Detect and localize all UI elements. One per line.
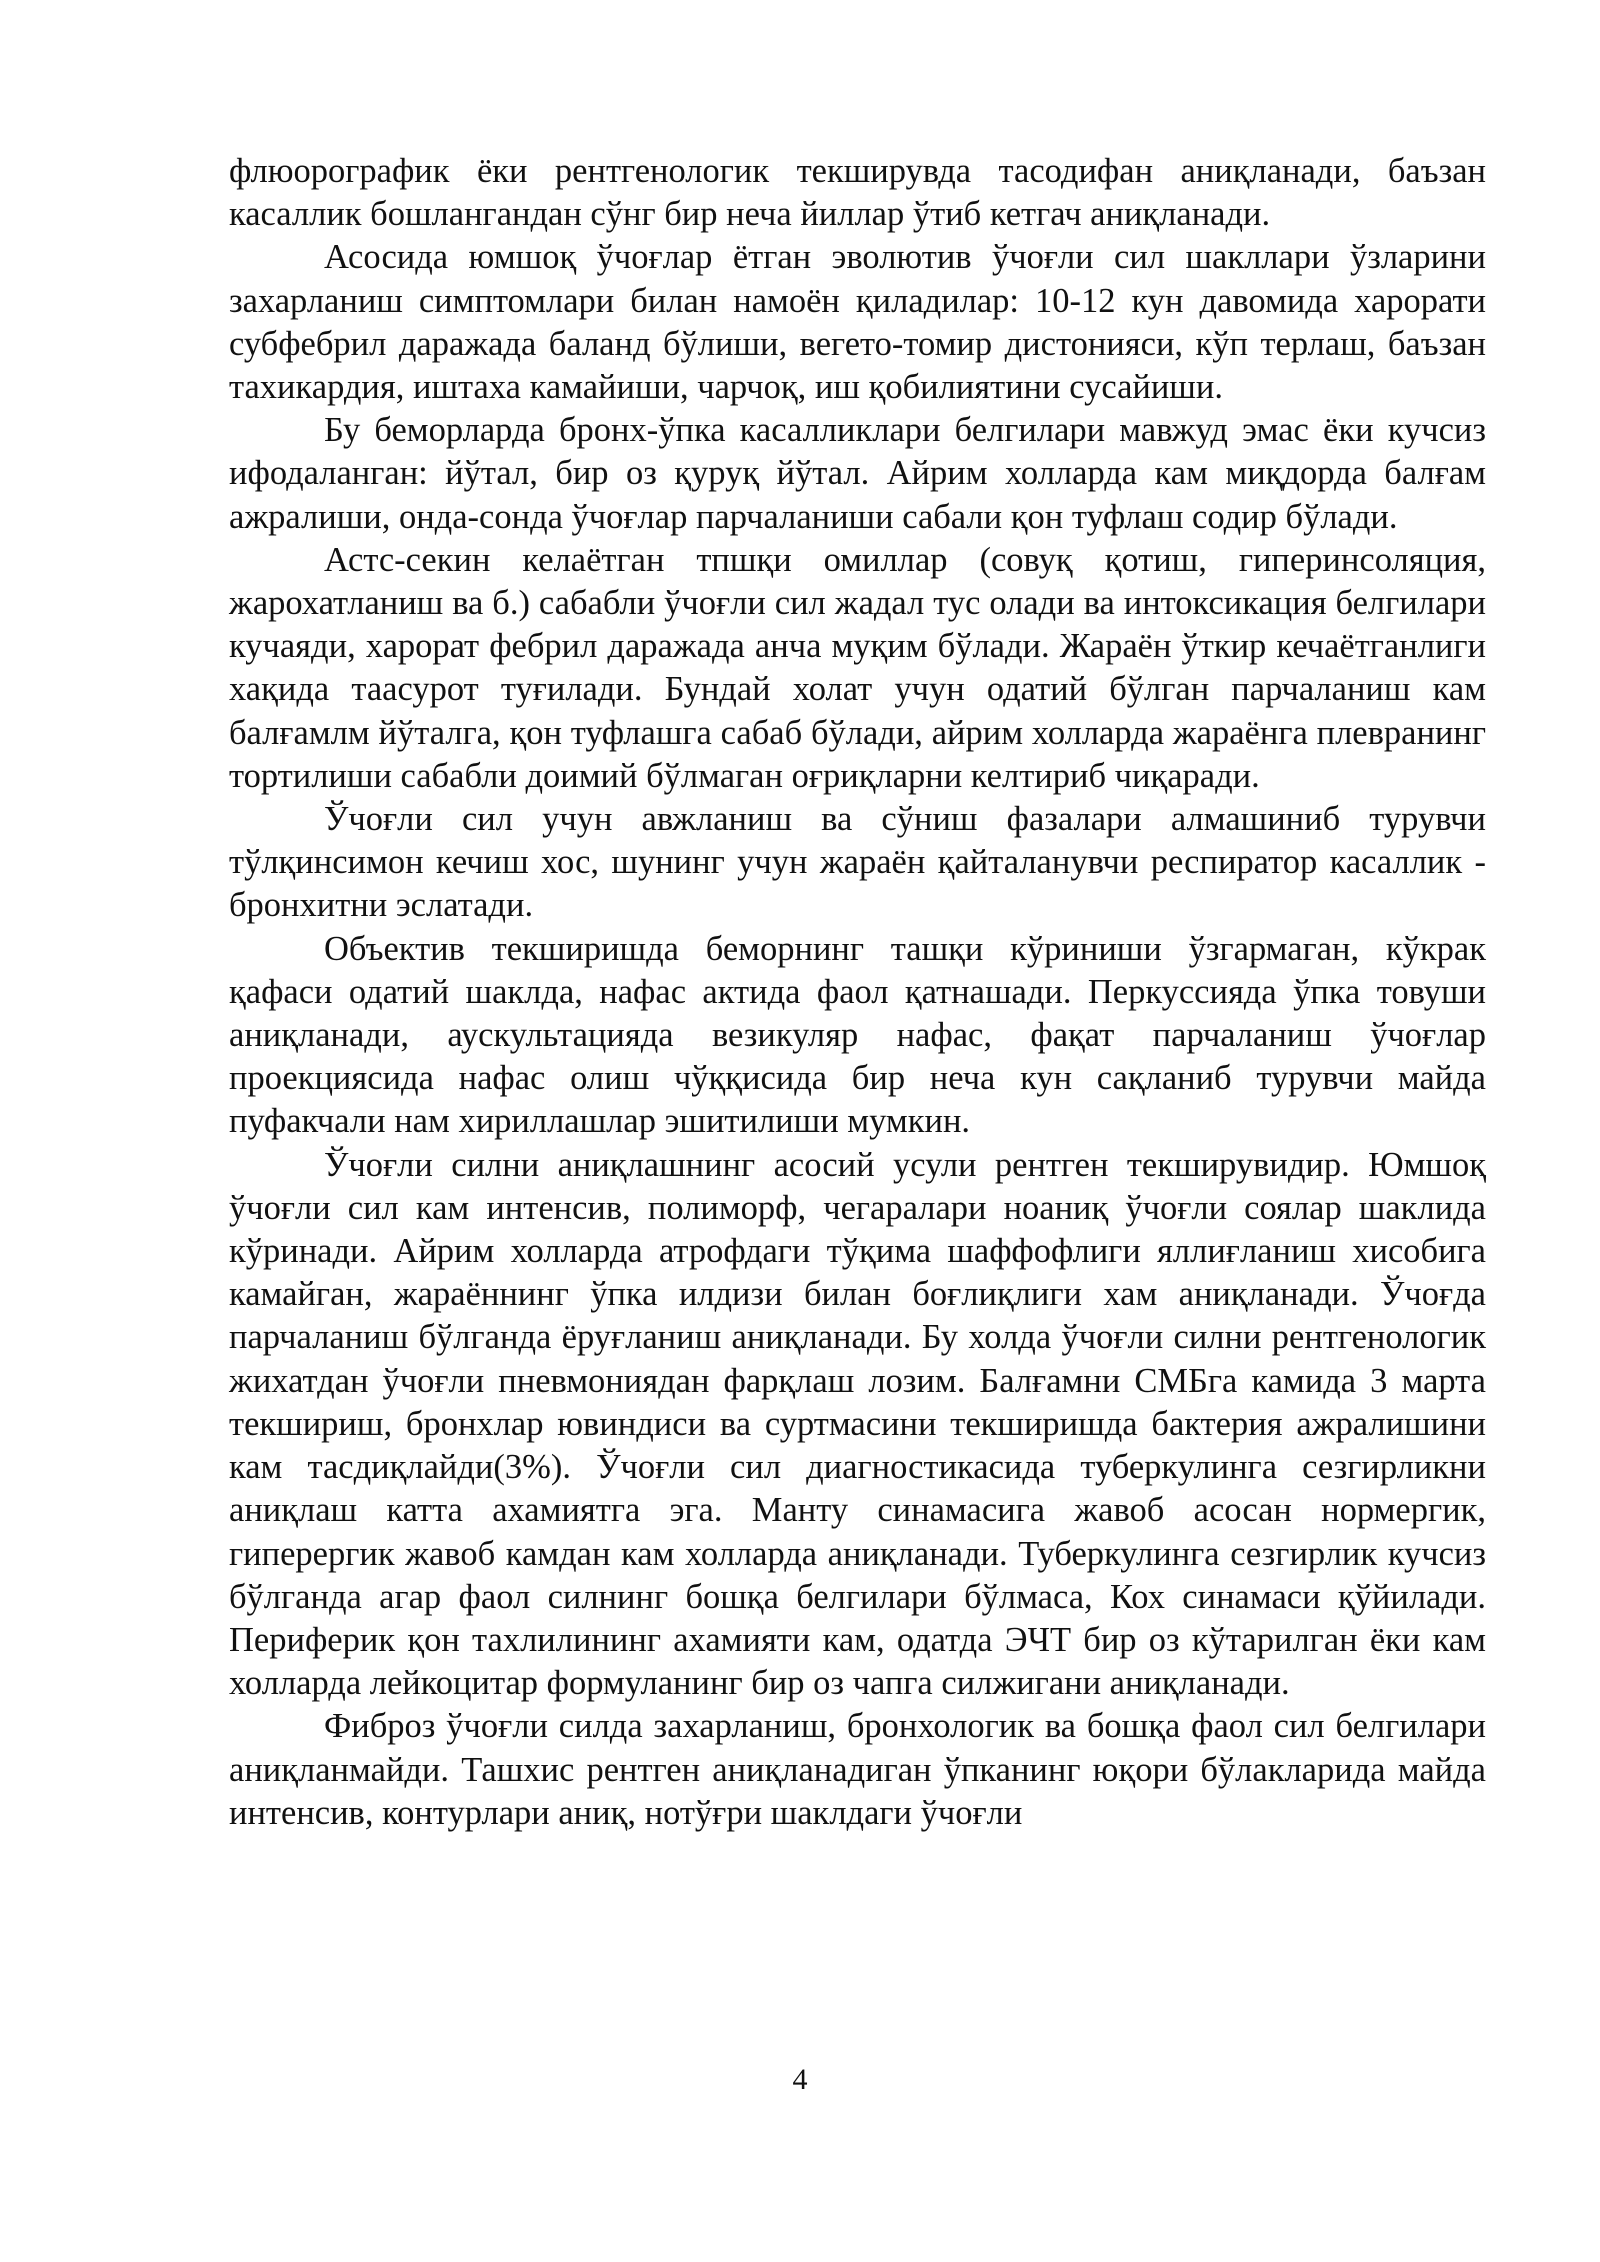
body-text (229, 150, 1486, 1835)
paragraph-external-factors: Астс-секин келаётган тпшқи омиллар (совуқ қотиш, гиперинсоляция, жарохатланиш ва б.) сабабли ўчоғли сил жадал тус олади ва интоксикация белгилари кучаяди, харорат фебрил даражада анча муқим бўлади. Жараён ўткир кечаётганлиги хақида таасурот туғилади. Бундай холат учун одатий бўлган парчаланиш кам балғамлм йўталга, қон туфлашга сабаб бўлади, айрим холларда жараёнга плевранинг тортилиши сабабли доимий бўлмаган оғриқларни келтириб чиқаради. (229, 540, 1486, 795)
page-number: 4 (792, 2063, 808, 2096)
paragraph-fibrous-focal: Фиброз ўчоғли силда захарланиш, бронхологик ва бошқа фаол сил белгилари аниқланмайди. Ташхис рентген аниқланадиган ўпканинг юқори бўлакларида майда интенсив, контурлари аниқ, нотўғри шаклдаги ўчоғли (229, 1707, 1486, 1832)
paragraph-soft-foci-symptoms: Асосида юмшоқ ўчоғлар ётган эволютив ўчоғли сил шакллари ўзларини захарланиш симптомлари билан намоён қиладилар: 10-12 кун давомида харорати субфебрил даражада баланд бўлиши, вегето-томир дистонияси, кўп терлаш, баъзан тахикардия, иштаха камайиши, чарчоқ, иш қобилиятини сусайиши. (229, 238, 1486, 407)
paragraph-xray-diagnosis: Ўчоғли силни аниқлашнинг асосий усули рентген текширувидир. Юмшоқ ўчоғли сил кам интенсив, полиморф, чегаралари ноаниқ ўчоғли соялар шаклида кўринади. Айрим холларда атрофдаги тўқима шаффофлиги яллиғланиш хисобига камайган, жараённинг ўпка илдизи билан боғлиқлиги хам аниқланади. Ўчоғда парчаланиш бўлганда ёруғланиш аниқланади. Бу холда ўчоғли силни рентгенологик жихатдан ўчоғли пневмониядан фарқлаш лозим. Балғамни СМБга камида 3 марта текшириш, бронхлар ювиндиси ва суртмасини текширишда бактерия ажралишини кам тасдиқлайди(3%). Ўчоғли сил диагностикасида туберкулинга сезгирликни аниқлаш катта ахамиятга эга. Манту синамасига жавоб асосан нормергик, гиперергик жавоб камдан кам холларда аниқланади. Туберкулинга сезгирлик кучсиз бўлганда агар фаол силнинг бошқа белгилари бўлмаса, Кох синамаси қўйилади. Периферик қон тахлилининг ахамияти кам, одатда ЭЧТ бир оз кўтарилган ёки кам холларда лейкоцитар формуланинг бир оз чапга силжигани аниқланади. (229, 1145, 1486, 1703)
paragraph-continuation: флюорографик ёки рентгенологик текширувда тасодифан аниқланади, баъзан касаллик бошлангандан сўнг бир неча йиллар ўтиб кетгач аниқланади. (229, 152, 1486, 234)
paragraph-objective-exam: Объектив текширишда беморнинг ташқи кўриниши ўзгармаган, кўкрак қафаси одатий шаклда, нафас актида фаол қатнашади. Перкуссияда ўпка товуши аниқланади, аускультацияда везикуляр нафас, фақат парчаланиш ўчоғлар проекциясида нафас олиш чўққисида бир неча кун сақланиб турувчи майда пуфакчали нам хириллашлар эшитилиши мумкин. (229, 929, 1486, 1141)
paragraph-wave-course: Ўчоғли сил учун авжланиш ва сўниш фазалари алмашиниб турувчи тўлқинсимон кечиш хос, шунинг учун жараён қайталанувчи респиратор касаллик - бронхитни эслатади. (229, 800, 1486, 925)
paragraph-bronchopulmonary-signs: Бу беморларда бронх-ўпка касалликлари белгилари мавжуд эмас ёки кучсиз ифодаланган: йўтал, бир оз қуруқ йўтал. Айрим холларда кам миқдорда балғам ажралиши, онда-сонда ўчоғлар парчаланиши сабали қон туфлаш содир бўлади. (229, 411, 1486, 536)
